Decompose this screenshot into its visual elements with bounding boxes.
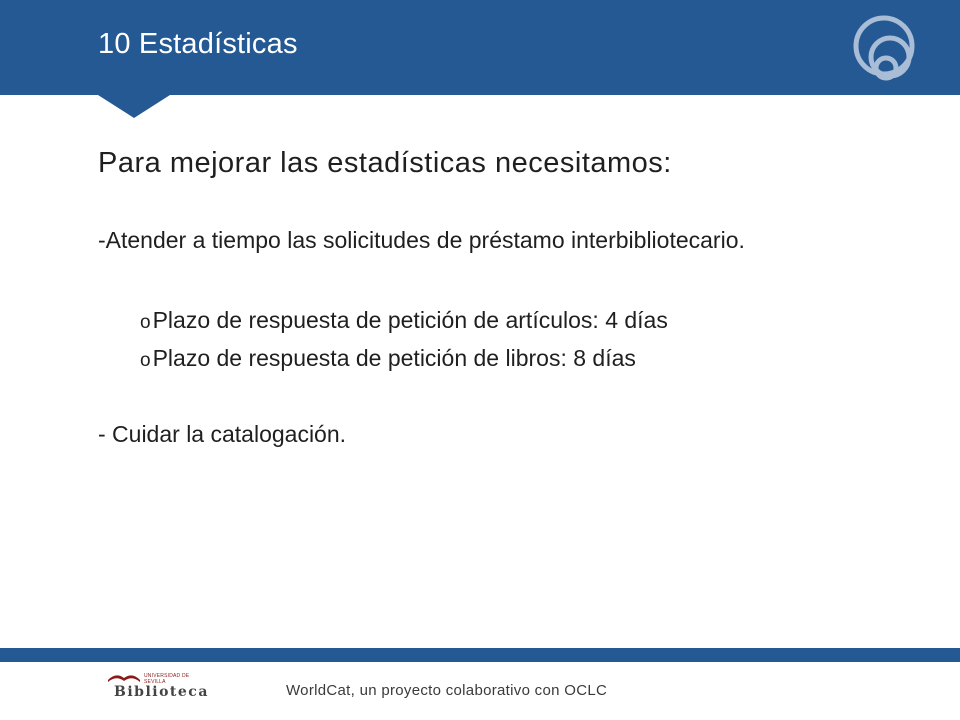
- library-university: UNIVERSIDAD DE SEVILLA: [144, 673, 190, 685]
- header-bar: [0, 0, 960, 95]
- slide-title: 10 Estadísticas: [98, 28, 298, 60]
- library-name: Biblioteca: [114, 684, 209, 700]
- bullet-text: Plazo de respuesta de petición de libros: 8 días: [152, 345, 636, 371]
- bullet-marker: o: [140, 350, 151, 371]
- content-heading: Para mejorar las estadísticas necesitamos:: [98, 147, 672, 179]
- header-notch: [98, 95, 170, 118]
- footer-band: [0, 648, 960, 662]
- bullet-text: Plazo de respuesta de petición de artículos: 4 días: [152, 307, 668, 333]
- bullet-item: [140, 307, 668, 334]
- library-logo: [106, 670, 209, 704]
- open-book-icon: [106, 670, 142, 684]
- content-line-1: -Atender a tiempo las solicitudes de préstamo interbibliotecario.: [98, 227, 745, 253]
- circles-logo-icon: [846, 12, 922, 86]
- bullet-item: [140, 345, 636, 372]
- content-line-2: - Cuidar la catalogación.: [98, 421, 347, 447]
- footer-text: WorldCat, un proyecto colaborativo con OCLC: [286, 682, 608, 699]
- bullet-marker: o: [140, 312, 151, 333]
